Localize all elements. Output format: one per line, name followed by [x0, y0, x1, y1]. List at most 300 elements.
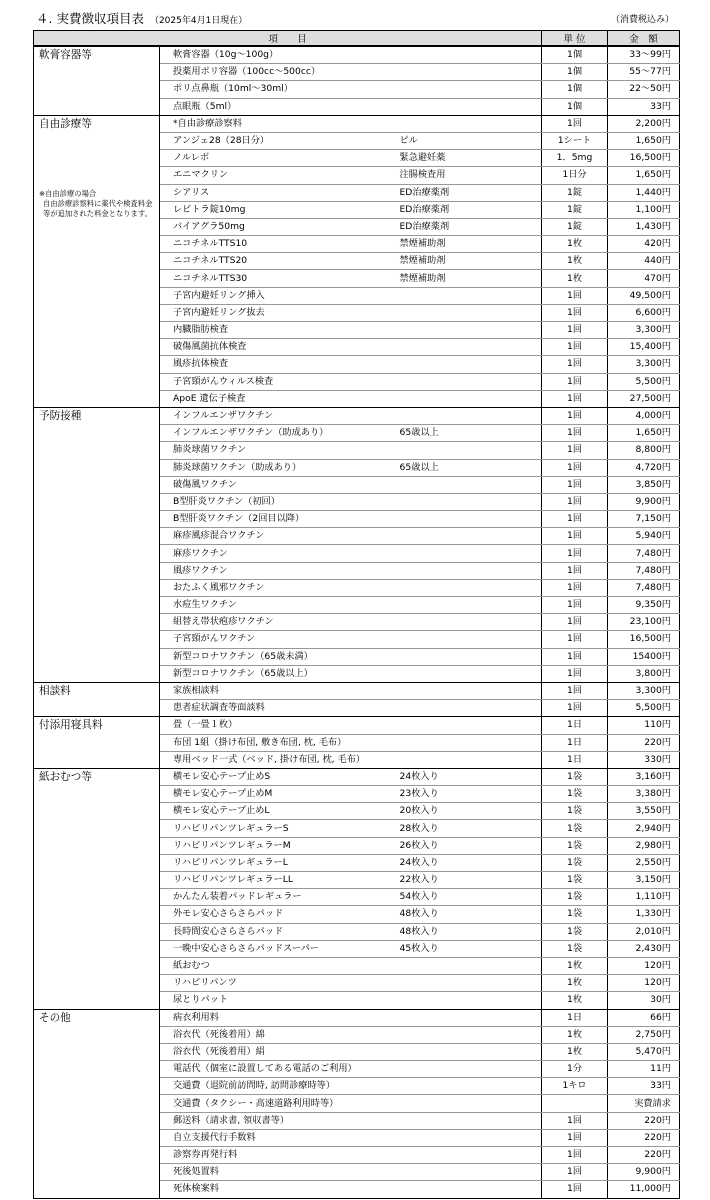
item-name: エニマクリン [160, 167, 398, 184]
item-price: 22～50円 [608, 81, 680, 98]
item-unit: 1回 [542, 1181, 608, 1198]
item-price: 8,800円 [608, 442, 680, 459]
item-price: 1,650円 [608, 167, 680, 184]
item-name: 子宮内避妊リング挿入 [160, 287, 398, 304]
item-unit: 1枚 [542, 236, 608, 253]
table-body [34, 46, 680, 1198]
item-price: 15400円 [608, 648, 680, 665]
table-row [34, 46, 680, 64]
item-name: 肺炎球菌ワクチン [160, 442, 398, 459]
item-unit: 1錠 [542, 201, 608, 218]
item-price: 11円 [608, 1061, 680, 1078]
item-name: インフルエンザワクチン [160, 407, 398, 424]
item-unit: 1回 [542, 287, 608, 304]
item-name: 家族相談料 [160, 682, 398, 699]
item-unit: 1回 [542, 579, 608, 596]
item-price: 3,300円 [608, 322, 680, 339]
item-unit: 1回 [542, 425, 608, 442]
item-price: 5,500円 [608, 700, 680, 717]
item-unit: 1個 [542, 64, 608, 81]
item-name: 紙おむつ [160, 957, 398, 974]
item-note [398, 700, 542, 717]
document-header [0, 0, 710, 30]
item-note [398, 1043, 542, 1060]
item-price: 1,100円 [608, 201, 680, 218]
item-price: 実費請求 [608, 1095, 680, 1112]
item-name: 尿とりパット [160, 992, 398, 1009]
table-row [34, 407, 680, 424]
item-price: 220円 [608, 1129, 680, 1146]
item-unit: 1袋 [542, 906, 608, 923]
item-note [398, 356, 542, 373]
item-price: 2,940円 [608, 820, 680, 837]
item-unit: 1日 [542, 1009, 608, 1026]
item-unit: 1錠 [542, 218, 608, 235]
item-name: 電話代（個室に設置してある電話のご利用） [160, 1061, 398, 1078]
item-unit: 1枚 [542, 957, 608, 974]
item-name: 浴衣代（死後着用）綿 [160, 1026, 398, 1043]
item-name: 子宮内避妊リング抜去 [160, 304, 398, 321]
item-price: 3,300円 [608, 682, 680, 699]
title-text: ４. 実費徴収項目表 [36, 11, 144, 26]
item-unit: 1袋 [542, 837, 608, 854]
item-note: 54枚入り [398, 889, 542, 906]
item-unit: 1回 [542, 115, 608, 132]
item-name: 子宮頸がんウィルス検査 [160, 373, 398, 390]
category-name: 軟膏容器等 [39, 49, 92, 61]
item-price: 3,150円 [608, 872, 680, 889]
item-unit: 1回 [542, 442, 608, 459]
item-price: 1,440円 [608, 184, 680, 201]
item-name: ノルレボ [160, 150, 398, 167]
item-note [398, 64, 542, 81]
item-note [398, 1061, 542, 1078]
item-unit: 1回 [542, 322, 608, 339]
category-name: 紙おむつ等 [39, 770, 92, 783]
item-note: 禁煙補助剤 [398, 270, 542, 287]
item-unit: 1袋 [542, 768, 608, 785]
item-name: 畳（一畳１枚） [160, 717, 398, 734]
item-price: 120円 [608, 975, 680, 992]
item-price: 3,550円 [608, 803, 680, 820]
item-note [398, 992, 542, 1009]
item-note [398, 407, 542, 424]
item-note: 注腸検査用 [398, 167, 542, 184]
item-name: 浴衣代（死後着用）絹 [160, 1043, 398, 1060]
item-note [398, 322, 542, 339]
item-unit: 1回 [542, 528, 608, 545]
item-price: 4,000円 [608, 407, 680, 424]
item-price: 9,900円 [608, 493, 680, 510]
item-unit: 1回 [542, 356, 608, 373]
item-unit: 1袋 [542, 854, 608, 871]
item-name: 風疹抗体検査 [160, 356, 398, 373]
item-price: 7,480円 [608, 545, 680, 562]
item-unit: 1回 [542, 562, 608, 579]
item-unit: 1回 [542, 648, 608, 665]
item-note [398, 734, 542, 751]
item-note [398, 1009, 542, 1026]
item-note: ED治療薬剤 [398, 201, 542, 218]
item-name: おたふく風邪ワクチン [160, 579, 398, 596]
item-price: 7,480円 [608, 579, 680, 596]
item-note [398, 682, 542, 699]
item-unit: 1回 [542, 1147, 608, 1164]
item-note [398, 1181, 542, 1198]
item-note [398, 528, 542, 545]
item-unit: 1回 [542, 459, 608, 476]
item-unit: 1枚 [542, 1026, 608, 1043]
item-name: 内臓脂肪検査 [160, 322, 398, 339]
item-unit: 1回 [542, 1129, 608, 1146]
item-name: B型肝炎ワクチン（初回） [160, 493, 398, 510]
item-price: 49,500円 [608, 287, 680, 304]
item-unit: 1袋 [542, 803, 608, 820]
item-name: バイアグラ50mg [160, 218, 398, 235]
item-price: 5,940円 [608, 528, 680, 545]
item-unit: 1回 [542, 390, 608, 407]
item-price: 5,500円 [608, 373, 680, 390]
item-note [398, 390, 542, 407]
item-note [398, 717, 542, 734]
footnote-title: ※自由診療の場合 [39, 188, 97, 198]
item-name: 一晩中安心さらさらパッドスーパー [160, 940, 398, 957]
item-note: ピル [398, 132, 542, 149]
item-name: 水痘生ワクチン [160, 597, 398, 614]
item-price: 66円 [608, 1009, 680, 1026]
category-name: 予防接種 [39, 409, 82, 422]
item-unit: 1袋 [542, 889, 608, 906]
item-price: 5,470円 [608, 1043, 680, 1060]
item-name: 患者症状調査等面談料 [160, 700, 398, 717]
item-unit: 1回 [542, 700, 608, 717]
item-price: 7,150円 [608, 511, 680, 528]
table-row [34, 768, 680, 785]
item-unit: 1個 [542, 81, 608, 98]
item-price: 330円 [608, 751, 680, 768]
item-unit: 1枚 [542, 975, 608, 992]
item-unit: 1個 [542, 98, 608, 115]
item-note [398, 476, 542, 493]
item-price: 9,900円 [608, 1164, 680, 1181]
item-name: 肺炎球菌ワクチン（助成あり） [160, 459, 398, 476]
item-name: ニコチネルTTS30 [160, 270, 398, 287]
item-price: 2,010円 [608, 923, 680, 940]
item-unit: 1分 [542, 1061, 608, 1078]
item-price: 1,430円 [608, 218, 680, 235]
item-price: 420円 [608, 236, 680, 253]
item-note [398, 631, 542, 648]
item-note [398, 46, 542, 64]
item-name: 麻疹ワクチン [160, 545, 398, 562]
item-price: 33円 [608, 1078, 680, 1095]
item-note [398, 287, 542, 304]
table-row [34, 1009, 680, 1026]
item-name: 自立支援代行手数料 [160, 1129, 398, 1146]
item-note: 22枚入り [398, 872, 542, 889]
item-price: 220円 [608, 1112, 680, 1129]
item-name: ニコチネルTTS10 [160, 236, 398, 253]
item-name: ポリ点鼻瓶（10ml～30ml） [160, 81, 398, 98]
category-cell [34, 1009, 160, 1198]
item-name: 横モレ安心テープ止めS [160, 768, 398, 785]
item-unit: 1袋 [542, 940, 608, 957]
item-name: *自由診療診察料 [160, 115, 398, 132]
item-name: B型肝炎ワクチン（2回目以降） [160, 511, 398, 528]
item-note [398, 975, 542, 992]
item-name: 死後処置料 [160, 1164, 398, 1181]
item-price: 3,850円 [608, 476, 680, 493]
item-price: 1,110円 [608, 889, 680, 906]
category-name: 相談料 [39, 684, 71, 697]
item-unit [542, 1095, 608, 1112]
item-name: リハビリパンツレギュラーLL [160, 872, 398, 889]
item-price: 7,480円 [608, 562, 680, 579]
item-unit: 1袋 [542, 872, 608, 889]
effective-date: （2025年4月1日現在） [149, 16, 248, 26]
item-unit: 1袋 [542, 820, 608, 837]
table-row [34, 682, 680, 699]
item-note [398, 442, 542, 459]
item-unit: 1枚 [542, 1043, 608, 1060]
item-note: 45枚入り [398, 940, 542, 957]
item-name: 死体検案料 [160, 1181, 398, 1198]
item-note: 48枚入り [398, 906, 542, 923]
item-note: 65歳以上 [398, 459, 542, 476]
item-unit: 1回 [542, 545, 608, 562]
item-unit: 1回 [542, 631, 608, 648]
item-price: 11,000円 [608, 1181, 680, 1198]
item-note: 65歳以上 [398, 425, 542, 442]
item-price: 3,160円 [608, 768, 680, 785]
item-unit: 1回 [542, 407, 608, 424]
item-unit: 1日 [542, 751, 608, 768]
category-name: 自由診療等 [39, 117, 92, 130]
item-price: 30円 [608, 992, 680, 1009]
item-name: 診察券再発行料 [160, 1147, 398, 1164]
category-cell [34, 717, 160, 769]
item-note [398, 1078, 542, 1095]
item-price: 1,650円 [608, 425, 680, 442]
item-note [398, 665, 542, 682]
item-price: 220円 [608, 1147, 680, 1164]
item-note: ED治療薬剤 [398, 218, 542, 235]
item-name: リハビリパンツレギュラーL [160, 854, 398, 871]
item-note [398, 1112, 542, 1129]
item-price: 16,500円 [608, 150, 680, 167]
item-unit: 1回 [542, 614, 608, 631]
item-price: 2,550円 [608, 854, 680, 871]
item-note [398, 1147, 542, 1164]
item-price: 1,650円 [608, 132, 680, 149]
item-price: 2,430円 [608, 940, 680, 957]
item-price: 23,100円 [608, 614, 680, 631]
item-note [398, 1026, 542, 1043]
item-name: 交通費（退院前訪問時, 訪問診療時等） [160, 1078, 398, 1095]
item-price: 470円 [608, 270, 680, 287]
item-unit: 1シート [542, 132, 608, 149]
document-title [36, 9, 247, 27]
item-price: 2,750円 [608, 1026, 680, 1043]
item-name: 横モレ安心テープ止めM [160, 786, 398, 803]
item-name: 子宮頸がんワクチン [160, 631, 398, 648]
item-unit: 1回 [542, 373, 608, 390]
item-unit: 1枚 [542, 992, 608, 1009]
category-cell [34, 46, 160, 115]
item-name: レビトラ錠10mg [160, 201, 398, 218]
item-price: 2,200円 [608, 115, 680, 132]
item-unit: 1回 [542, 304, 608, 321]
item-price: 27,500円 [608, 390, 680, 407]
item-unit: 1回 [542, 511, 608, 528]
item-price: 15,400円 [608, 339, 680, 356]
item-name: 新型コロナワクチン（65歳以上） [160, 665, 398, 682]
item-note [398, 614, 542, 631]
item-note: 禁煙補助剤 [398, 253, 542, 270]
item-price: 1,330円 [608, 906, 680, 923]
item-name: ニコチネルTTS20 [160, 253, 398, 270]
item-name: 布団 1組（掛け布団, 敷き布団, 枕, 毛布） [160, 734, 398, 751]
item-note [398, 1129, 542, 1146]
item-name: 病衣利用料 [160, 1009, 398, 1026]
item-unit: 1袋 [542, 786, 608, 803]
item-note [398, 339, 542, 356]
item-unit: 1錠 [542, 184, 608, 201]
column-header-price: 金 額 [608, 31, 680, 47]
item-price: 110円 [608, 717, 680, 734]
item-price: 6,600円 [608, 304, 680, 321]
item-unit: 1回 [542, 476, 608, 493]
item-name: リハビリパンツレギュラーM [160, 837, 398, 854]
item-note: 20枚入り [398, 803, 542, 820]
item-note [398, 648, 542, 665]
item-note: 緊急避妊薬 [398, 150, 542, 167]
item-note [398, 493, 542, 510]
item-price: 55～77円 [608, 64, 680, 81]
item-unit: 1日分 [542, 167, 608, 184]
item-price: 440円 [608, 253, 680, 270]
item-note: 24枚入り [398, 854, 542, 871]
item-unit: 1．5mg [542, 150, 608, 167]
item-price: 3,300円 [608, 356, 680, 373]
item-note [398, 304, 542, 321]
footnote-body: 自由診療診察料に薬代や検査料金等が追加された料金となります。 [43, 198, 153, 218]
item-name: 投薬用ポリ容器（100cc～500cc） [160, 64, 398, 81]
item-unit: 1回 [542, 682, 608, 699]
item-note [398, 373, 542, 390]
item-name: 破傷風ワクチン [160, 476, 398, 493]
fee-table [33, 30, 680, 1199]
item-note [398, 751, 542, 768]
item-note: 禁煙補助剤 [398, 236, 542, 253]
category-cell [34, 407, 160, 682]
item-note [398, 1164, 542, 1181]
item-price: 2,980円 [608, 837, 680, 854]
item-unit: 1日 [542, 717, 608, 734]
table-row [34, 115, 680, 132]
item-name: 外モレ安心さらさらパッド [160, 906, 398, 923]
item-note: 24枚入り [398, 768, 542, 785]
item-name: 風疹ワクチン [160, 562, 398, 579]
item-price: 33円 [608, 98, 680, 115]
category-cell [34, 768, 160, 1009]
item-name: 横モレ安心テープ止めL [160, 803, 398, 820]
item-name: インフルエンザワクチン（助成あり） [160, 425, 398, 442]
item-name: 専用ベッド一式（ベッド, 掛け布団, 枕, 毛布） [160, 751, 398, 768]
item-price: 4,720円 [608, 459, 680, 476]
item-unit: 1キロ [542, 1078, 608, 1095]
item-price: 9,350円 [608, 597, 680, 614]
item-price: 3,800円 [608, 665, 680, 682]
table-header-row [34, 31, 680, 47]
item-unit: 1枚 [542, 253, 608, 270]
item-unit: 1回 [542, 1112, 608, 1129]
category-footnote [39, 189, 154, 219]
item-price: 120円 [608, 957, 680, 974]
item-note [398, 81, 542, 98]
item-name: 新型コロナワクチン（65歳未満） [160, 648, 398, 665]
item-note [398, 545, 542, 562]
item-name: アンジェ28（28日分） [160, 132, 398, 149]
item-price: 33～99円 [608, 46, 680, 64]
item-note [398, 597, 542, 614]
item-note [398, 98, 542, 115]
category-cell [34, 115, 160, 407]
category-name: その他 [39, 1011, 71, 1024]
item-unit: 1回 [542, 493, 608, 510]
category-name: 付添用寝具料 [39, 719, 103, 732]
item-price: 16,500円 [608, 631, 680, 648]
item-price: 3,380円 [608, 786, 680, 803]
item-unit: 1回 [542, 339, 608, 356]
item-name: リハビリパンツ [160, 975, 398, 992]
table-row [34, 717, 680, 734]
item-name: 破傷風菌抗体検査 [160, 339, 398, 356]
item-name: 組替え帯状疱疹ワクチン [160, 614, 398, 631]
item-name: 長時間安心さらさらパッド [160, 923, 398, 940]
item-unit: 1回 [542, 1164, 608, 1181]
item-unit: 1回 [542, 597, 608, 614]
item-unit: 1袋 [542, 923, 608, 940]
item-unit: 1個 [542, 46, 608, 64]
tax-note: （消費税込み） [610, 15, 674, 25]
item-note [398, 579, 542, 596]
item-name: 点眼瓶（5ml） [160, 98, 398, 115]
item-note [398, 115, 542, 132]
item-note [398, 562, 542, 579]
category-cell [34, 682, 160, 716]
item-unit: 1日 [542, 734, 608, 751]
item-note [398, 957, 542, 974]
item-note [398, 1095, 542, 1112]
item-name: 郵送料（請求書, 領収書等） [160, 1112, 398, 1129]
item-name: 軟膏容器（10g～100g） [160, 46, 398, 64]
item-name: 麻疹風疹混合ワクチン [160, 528, 398, 545]
item-note: 23枚入り [398, 786, 542, 803]
item-note: ED治療薬剤 [398, 184, 542, 201]
item-unit: 1回 [542, 665, 608, 682]
item-name: シアリス [160, 184, 398, 201]
column-header-item: 項 目 [34, 31, 542, 47]
item-unit: 1枚 [542, 270, 608, 287]
item-name: かんたん装着パッドレギュラー [160, 889, 398, 906]
item-note: 26枚入り [398, 837, 542, 854]
item-name: リハビリパンツレギュラーS [160, 820, 398, 837]
item-note: 28枚入り [398, 820, 542, 837]
item-note: 48枚入り [398, 923, 542, 940]
column-header-unit: 単 位 [542, 31, 608, 47]
item-price: 220円 [608, 734, 680, 751]
